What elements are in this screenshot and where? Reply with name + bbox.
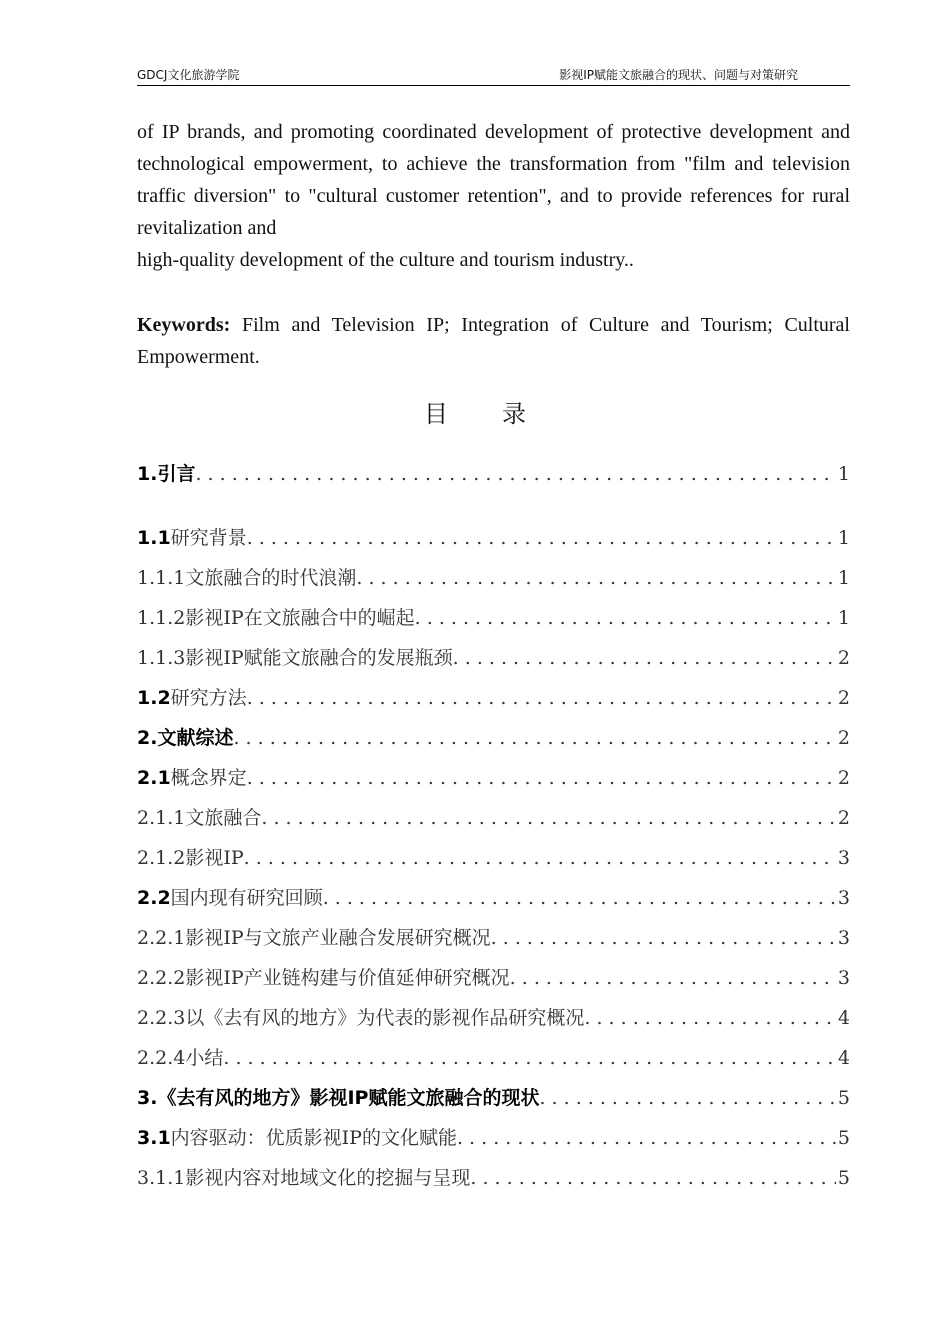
toc-entry-page: 4 — [837, 1007, 850, 1029]
toc-entry-number: 2.2.1 — [137, 927, 186, 949]
toc-entry-label: 引言 — [157, 463, 196, 485]
toc-leader-dots — [247, 762, 836, 794]
toc-leader-dots — [244, 842, 836, 874]
toc-entry-label: 影视IP — [185, 847, 244, 869]
toc-entry-number: 1.1.3 — [137, 647, 186, 669]
toc-entry-page: 2 — [837, 727, 850, 749]
toc-entry-page: 4 — [837, 1047, 850, 1069]
toc-entry[interactable] — [137, 1162, 850, 1194]
toc-entry-number: 1.1 — [137, 527, 171, 549]
toc-entry-page: 5 — [837, 1087, 850, 1109]
toc-entry-page: 2 — [837, 647, 850, 669]
toc-entry-number: 2.2.3 — [137, 1007, 186, 1029]
toc-entry[interactable] — [137, 882, 850, 914]
toc-leader-dots — [470, 1162, 836, 1194]
toc-entry-page: 1 — [837, 567, 850, 589]
toc-entry-number: 1. — [137, 463, 158, 485]
toc-entry-number: 2. — [137, 727, 158, 749]
toc-entry-label: 文献综述 — [157, 727, 234, 749]
toc-leader-dots — [247, 682, 836, 714]
toc-entry-label: 小结 — [185, 1047, 224, 1069]
toc-entry[interactable] — [137, 682, 850, 714]
abstract-body: of IP brands, and promoting coordinated development of protective development and technological empowerment, to achieve the transformation from "film and television traffic diversion" to "cultural customer retention", and to provide references for rural revitalization and — [137, 121, 850, 239]
toc-leader-dots — [233, 722, 835, 754]
toc-entry-label: 文旅融合 — [185, 807, 262, 829]
toc-leader-dots — [323, 882, 836, 914]
toc-entry[interactable] — [137, 1122, 850, 1154]
toc-entry[interactable] — [137, 1082, 850, 1114]
toc-entry-number: 2.2.2 — [137, 967, 186, 989]
toc-entry-page: 1 — [837, 607, 850, 629]
header-institution: GDCJ文化旅游学院 — [137, 68, 240, 82]
toc-entry-number: 3.1.1 — [137, 1167, 186, 1189]
toc-leader-dots — [584, 1002, 836, 1034]
toc-entry-label: 以《去有风的地方》为代表的影视作品研究概况 — [185, 1007, 585, 1029]
toc-entry-label: 影视内容对地域文化的挖掘与呈现 — [185, 1167, 471, 1189]
toc-leader-dots — [457, 1122, 836, 1154]
toc-entry-page: 3 — [837, 967, 850, 989]
toc-entry-label: 影视IP与文旅产业融合发展研究概况 — [185, 927, 491, 949]
toc-entry-label: 影视IP在文旅融合中的崛起 — [185, 607, 415, 629]
toc-entry[interactable] — [137, 762, 850, 794]
toc-entry-page: 3 — [837, 847, 850, 869]
toc-entry-number: 2.2.4 — [137, 1047, 186, 1069]
toc-leader-dots — [510, 962, 836, 994]
keywords-text: Film and Television IP; Integration of Culture and Tourism; Cultural Empowerment. — [137, 314, 850, 368]
toc-entry[interactable] — [137, 922, 850, 954]
toc-entry-label: 内容驱动：优质影视IP的文化赋能 — [170, 1127, 457, 1149]
toc-entry-number: 2.1.1 — [137, 807, 186, 829]
toc-entry-page: 1 — [837, 527, 850, 549]
toc-entry[interactable] — [137, 522, 850, 554]
toc-entry-page: 2 — [837, 807, 850, 829]
page-header — [137, 66, 850, 86]
toc-entry[interactable] — [137, 962, 850, 994]
toc-entry[interactable] — [137, 562, 850, 594]
toc-entry-page: 5 — [837, 1127, 850, 1149]
keywords-paragraph — [137, 309, 850, 373]
toc-entry-label: 概念界定 — [170, 767, 247, 789]
toc-entry[interactable] — [137, 1002, 850, 1034]
toc-entry-label: 《去有风的地方》影视IP赋能文旅融合的现状 — [157, 1087, 540, 1109]
toc-entry-page: 1 — [837, 463, 850, 485]
toc-entry-number: 3.1 — [137, 1127, 171, 1149]
toc-entry-label: 研究方法 — [170, 687, 247, 709]
toc-entry-page: 5 — [837, 1167, 850, 1189]
toc-entry[interactable] — [137, 642, 850, 674]
keywords-label: Keywords: — [137, 314, 231, 336]
toc-leader-dots — [247, 522, 836, 554]
abstract-last-line: high-quality development of the culture and tourism industry.. — [137, 249, 634, 271]
toc-entry-number: 2.2 — [137, 887, 171, 909]
toc-leader-dots — [195, 458, 835, 490]
header-thesis-title: 影视IP赋能文旅融合的现状、问题与对策研究 — [559, 68, 798, 82]
toc-entry-number: 1.1.1 — [137, 567, 186, 589]
toc-title: 目录 — [424, 400, 580, 428]
toc-entry-page: 2 — [837, 767, 850, 789]
toc-entry[interactable] — [137, 1042, 850, 1074]
toc-leader-dots — [453, 642, 836, 674]
toc-entry[interactable] — [137, 802, 850, 834]
toc-leader-dots — [491, 922, 836, 954]
toc-leader-dots — [415, 602, 836, 634]
toc-entry-label: 文旅融合的时代浪潮 — [185, 567, 357, 589]
toc-entry-page: 3 — [837, 927, 850, 949]
toc-leader-dots — [356, 562, 836, 594]
toc-entry-page: 3 — [837, 887, 850, 909]
toc-entry-number: 1.1.2 — [137, 607, 186, 629]
toc-entry-number: 2.1.2 — [137, 847, 186, 869]
toc-entry[interactable] — [137, 602, 850, 634]
abstract-continuation — [137, 116, 850, 276]
toc-entry-page: 2 — [837, 687, 850, 709]
toc-entry-label: 影视IP产业链构建与价值延伸研究概况 — [185, 967, 510, 989]
toc-entry[interactable] — [137, 458, 850, 490]
toc-entry[interactable] — [137, 842, 850, 874]
toc-entry-label: 研究背景 — [170, 527, 247, 549]
toc-leader-dots — [539, 1082, 835, 1114]
toc-entry-label: 国内现有研究回顾 — [170, 887, 323, 909]
toc-entry[interactable] — [137, 722, 850, 754]
toc-entry-number: 3. — [137, 1087, 158, 1109]
toc-leader-dots — [223, 1042, 836, 1074]
toc-entry-number: 2.1 — [137, 767, 171, 789]
toc-entry-label: 影视IP赋能文旅融合的发展瓶颈 — [185, 647, 453, 669]
toc-entry-number: 1.2 — [137, 687, 171, 709]
toc-leader-dots — [261, 802, 836, 834]
